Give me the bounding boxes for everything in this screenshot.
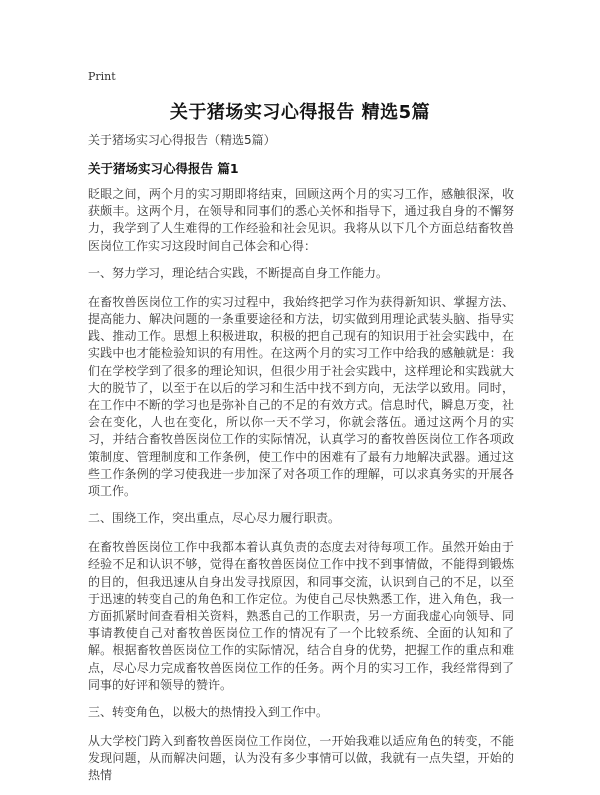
document-subtitle: 关于猪场实习心得报告（精选5篇） bbox=[88, 133, 276, 147]
paragraph-intro: 眨眼之间，两个月的实习期即将结束，回顾这两个月的实习工作，感触很深，收获颇丰。这两个月，在领导和同事们的悉心关怀和指导下，通过我自身的不懈努力，我学到了人生难得的工作经验和社会见识。我将从以下几个方面总结畜牧兽医岗位工作实习这段时间自己体会和心得： bbox=[88, 187, 514, 253]
paragraph-heading-2: 二、围绕工作，突出重点，尽心尽力履行职责。 bbox=[88, 511, 341, 526]
print-label: Print bbox=[88, 70, 116, 83]
section-title: 关于猪场实习心得报告 篇1 bbox=[88, 161, 239, 176]
paragraph-heading-3: 三、转变角色，以极大的热情投入到工作中。 bbox=[88, 705, 329, 720]
paragraph-body-2: 在畜牧兽医岗位工作中我都本着认真负责的态度去对待每项工作。虽然开始由于经验不足和认识不够，觉得在畜牧兽医岗位工作中找不到事情做，不能得到锻炼的目的，但我迅速从自身出发寻找原因，和同事交流，认识到自己的不足，以至于迅速的转变自己的角色和工作定位。为使自己尽快熟悉工作，进入角色，我一方面抓紧时间查看相关资料，熟悉自己的工作职责，另一方面我虚心向领导、同事请教使自己对畜牧兽医岗位工作的情况有了一个比较系统、全面的认知和了解。根据畜牧兽医岗位工作的实际情况，结合自身的优势，把握工作的重点和难点，尽心尽力完成畜牧兽医岗位工作的任务。两个月的实习工作，我经常得到了同事的好评和领导的赞许。 bbox=[88, 540, 514, 692]
paragraph-heading-1: 一、努力学习，理论结合实践，不断提高自身工作能力。 bbox=[88, 265, 389, 280]
paragraph-body-1: 在畜牧兽医岗位工作的实习过程中，我始终把学习作为获得新知识、掌握方法、提高能力、解决问题的一条重要途径和方法，切实做到用理论武装头脑、指导实践、推动工作。思想上积极进取，积极的把自己现有的知识用于社会实践中，在实践中也才能检验知识的有用性。在这两个月的实习工作中给我的感触就是：我们在学校学到了很多的理论知识，但很少用于社会实践中，这样理论和实践就大大的脱节了，以至于在以后的学习和生活中找不到方向，无法学以致用。同时，在工作中不断的学习也是弥补自己的不足的有效方式。信息时代，瞬息万变，社会在变化，人也在变化，所以你一天不学习，你就会落伍。通过这两个月的实习，并结合畜牧兽医岗位工作的实际情况，认真学习的畜牧兽医岗位工作各项政策制度、管理制度和工作条例，使工作中的困难有了最有力地解决武器。通过这些工作条例的学习使我进一步加深了对各项工作的理解，可以求真务实的开展各项工作。 bbox=[88, 294, 514, 499]
paragraph-body-3: 从大学校门跨入到畜牧兽医岗位工作岗位，一开始我难以适应角色的转变，不能发现问题，从而解决问题，认为没有多少事情可以做，我就有一点失望，开始的热情 bbox=[88, 734, 514, 783]
page-title: 关于猪场实习心得报告 精选5篇 bbox=[169, 102, 431, 123]
document-body bbox=[88, 130, 514, 795]
